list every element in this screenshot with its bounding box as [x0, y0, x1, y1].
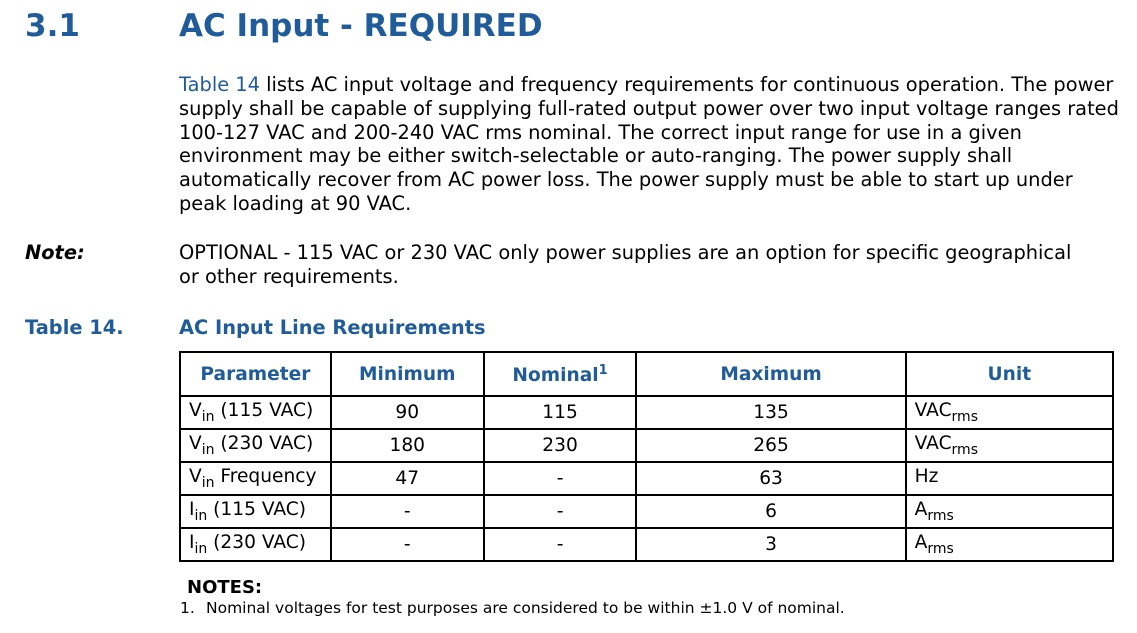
table-label: Table 14. — [25, 316, 124, 339]
cell-maximum: 135 — [636, 396, 905, 429]
param-symbol: I — [189, 499, 195, 520]
section-title: AC Input - REQUIRED — [179, 8, 543, 44]
unit-subscript: rms — [927, 541, 954, 557]
table-row — [180, 396, 1113, 429]
note-item-text: Nominal voltages for test purposes are considered to be within ±1.0 V of nominal. — [206, 599, 845, 617]
cell-unit — [906, 396, 1113, 429]
cell-maximum: 6 — [636, 495, 905, 528]
cell-minimum: - — [331, 495, 484, 528]
cell-unit — [906, 462, 1113, 495]
table-row — [180, 462, 1113, 495]
cell-parameter — [180, 429, 331, 462]
cell-minimum: 47 — [331, 462, 484, 495]
footnote-marker: 1 — [598, 362, 608, 378]
param-subscript: in — [201, 475, 215, 491]
cell-nominal: 115 — [484, 396, 637, 429]
header-maximum: Maximum — [636, 352, 905, 396]
unit-subscript: rms — [927, 508, 954, 524]
cell-unit — [906, 528, 1113, 561]
body-paragraph — [179, 73, 1119, 216]
cell-parameter — [180, 495, 331, 528]
header-minimum: Minimum — [331, 352, 484, 396]
note-number: 1. — [180, 599, 195, 617]
cell-parameter — [180, 462, 331, 495]
ac-input-requirements-table — [179, 351, 1114, 562]
unit-subscript: rms — [951, 409, 978, 425]
param-label: (230 VAC) — [214, 433, 314, 454]
header-nominal-label: Nominal — [512, 364, 599, 386]
note-label: Note: — [25, 241, 85, 264]
table-header-row — [180, 352, 1113, 396]
cell-maximum: 265 — [636, 429, 905, 462]
cell-nominal: - — [484, 462, 637, 495]
table-row — [180, 495, 1113, 528]
unit-symbol: A — [914, 499, 928, 520]
param-symbol: V — [189, 400, 202, 421]
cell-unit — [906, 429, 1113, 462]
cell-minimum: 90 — [331, 396, 484, 429]
unit-symbol: VAC — [914, 433, 952, 454]
param-label: Frequency — [214, 466, 317, 487]
param-subscript: in — [194, 541, 208, 557]
param-label: (115 VAC) — [207, 499, 306, 520]
table-title: AC Input Line Requirements — [179, 316, 486, 339]
body-paragraph-text: lists AC input voltage and frequency requirements for continuous operation. The power supply shall be capable of supplying full-rated output power over two input voltage ranges rated 100-127 VAC and 200-240 VAC rms nominal. The correct input range for use in a given environment may be either switch-selectable or auto-ranging. The power supply shall automatically recover from AC power loss. The power supply must be able to start up under peak loading at 90 VAC. — [179, 73, 1119, 215]
param-subscript: in — [201, 409, 215, 425]
unit-symbol: A — [914, 532, 928, 553]
cell-nominal: 230 — [484, 429, 637, 462]
header-parameter: Parameter — [180, 352, 331, 396]
cell-parameter — [180, 396, 331, 429]
param-symbol: I — [189, 532, 195, 553]
table-reference-link[interactable]: Table 14 — [179, 73, 260, 96]
cell-minimum: - — [331, 528, 484, 561]
cell-maximum: 63 — [636, 462, 905, 495]
cell-nominal: - — [484, 495, 637, 528]
note-text: OPTIONAL - 115 VAC or 230 VAC only power supplies are an option for specific geographical or other requirements. — [179, 241, 1072, 288]
table-row — [180, 528, 1113, 561]
cell-maximum: 3 — [636, 528, 905, 561]
param-symbol: V — [189, 433, 202, 454]
param-label: (230 VAC) — [207, 532, 306, 553]
param-label: (115 VAC) — [214, 400, 314, 421]
unit-symbol: VAC — [914, 400, 952, 421]
unit-symbol: Hz — [914, 466, 939, 487]
cell-unit — [906, 495, 1113, 528]
unit-subscript: rms — [951, 442, 978, 458]
param-symbol: V — [189, 466, 202, 487]
param-subscript: in — [201, 442, 215, 458]
section-number: 3.1 — [25, 8, 80, 44]
cell-parameter — [180, 528, 331, 561]
table-row — [180, 429, 1113, 462]
cell-minimum: 180 — [331, 429, 484, 462]
header-unit: Unit — [906, 352, 1113, 396]
notes-heading: NOTES: — [187, 577, 263, 598]
param-subscript: in — [194, 508, 208, 524]
header-nominal — [484, 352, 637, 396]
note-item — [180, 599, 845, 617]
cell-nominal: - — [484, 528, 637, 561]
